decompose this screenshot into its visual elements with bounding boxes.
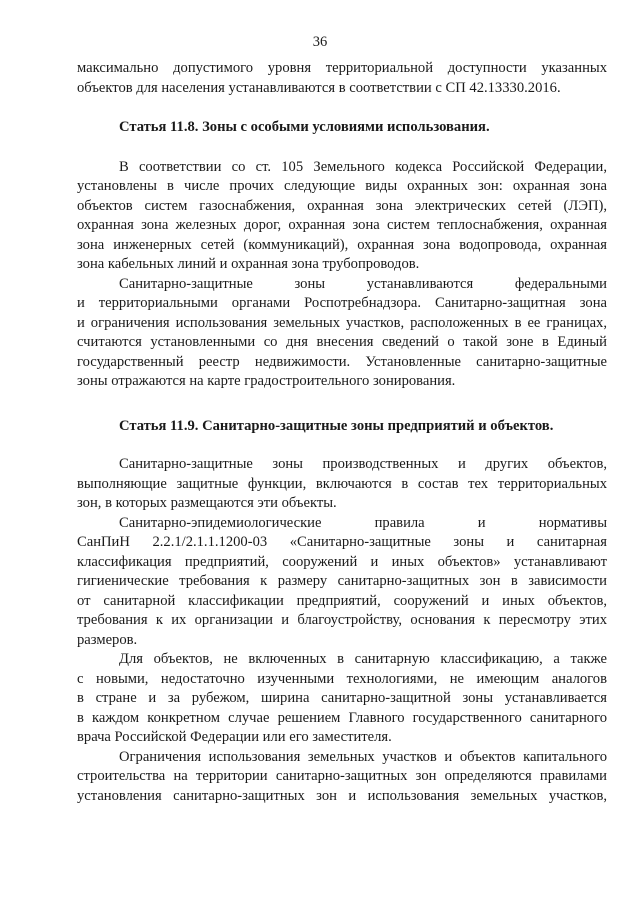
text-line: требования к их организации и благоустройству, основания к пересмотру этих — [77, 612, 607, 628]
text-line: зона кабельных линий и охранная зона трубопроводов. — [77, 256, 420, 272]
text-line: и ограничения использования земельных участков, расположенных в ее границах, — [77, 314, 607, 331]
text-line: в каждом конкретном случае решением Главного государственного санитарного — [77, 709, 607, 726]
text-line: выполняющие защитные функции, включаются в состав тех территориальных — [77, 475, 607, 492]
text-line: максимально допустимого уровня территориальной доступности указанных — [77, 60, 607, 76]
text-line: зоны отражаются на карте градостроительного зонирования. — [77, 373, 456, 389]
text-line: зон, в которых размещаются эти объекты. — [77, 495, 337, 511]
text-line: государственный реестр недвижимости. Установленные санитарно-защитные — [77, 353, 607, 370]
paragraph — [77, 275, 607, 392]
text-line: считаются установленными со дня внесения сведений о такой зоне в Единый — [77, 334, 607, 350]
text-line: зона инженерных сетей (коммуникаций), охранная зона водопровода, охранная — [77, 236, 607, 253]
paragraph — [77, 514, 607, 651]
paragraph — [77, 650, 607, 748]
text-line: Санитарно-защитные зоны устанавливаются федеральными — [119, 275, 607, 292]
text-line: Санитарно-эпидемиологические правила и нормативы — [119, 514, 607, 531]
text-line: строительства на территории санитарно-защитных зон определяются правилами — [77, 768, 607, 784]
paragraph — [77, 455, 607, 514]
paragraph — [77, 748, 607, 807]
text-line: Санитарно-защитные зоны производственных и других объектов, — [119, 456, 607, 472]
text-line: СанПиН 2.2.1/2.1.1.1200-03 «Санитарно-защитные зоны и санитарная — [77, 534, 607, 550]
page-number: 36 — [312, 34, 328, 50]
text-line: с новыми, недостаточно изученными технологиями, не имеющим аналогов — [77, 670, 607, 687]
text-line: гигиенические требования к размеру санитарно-защитных зон в зависимости — [77, 573, 607, 589]
text-line: Для объектов, не включенных в санитарную классификацию, а также — [119, 651, 607, 667]
document-body — [77, 59, 607, 806]
text-line: охранная зона железных дорог, охранная зона систем теплоснабжения, охранная — [77, 217, 607, 233]
paragraph — [77, 158, 607, 275]
text-line: объектов для населения устанавливаются в соответствии с СП 42.13330.2016. — [77, 79, 561, 96]
text-line: и территориальными органами Роспотребнадзора. Санитарно-защитная зона — [77, 295, 607, 311]
text-line: В соответствии со ст. 105 Земельного кодекса Российской Федерации, — [119, 158, 607, 175]
text-line: установления санитарно-защитных зон и использования земельных участков, — [77, 787, 607, 804]
text-line: Ограничения использования земельных участков и объектов капитального — [119, 748, 607, 765]
text-line: врача Российской Федерации или его заместителя. — [77, 729, 392, 745]
text-line: классификация предприятий, сооружений и иных объектов» устанавливают — [77, 553, 607, 570]
text-line: размеров. — [77, 631, 138, 648]
text-line: установлены в числе прочих следующие виды охранных зон: охранная зона — [77, 178, 607, 194]
paragraph — [77, 59, 607, 98]
text-line: от санитарной классификации предприятий, сооружений и иных объектов, — [77, 592, 607, 609]
text-line: объектов систем газоснабжения, охранная зона электрических сетей (ЛЭП), — [77, 197, 607, 214]
text-line: в стране и за рубежом, ширина санитарно-защитной зоны устанавливается — [77, 690, 607, 706]
article-heading: Статья 11.8. Зоны с особыми условиями использования. — [119, 119, 490, 135]
article-heading: Статья 11.9. Санитарно-защитные зоны предприятий и объектов. — [119, 417, 554, 434]
